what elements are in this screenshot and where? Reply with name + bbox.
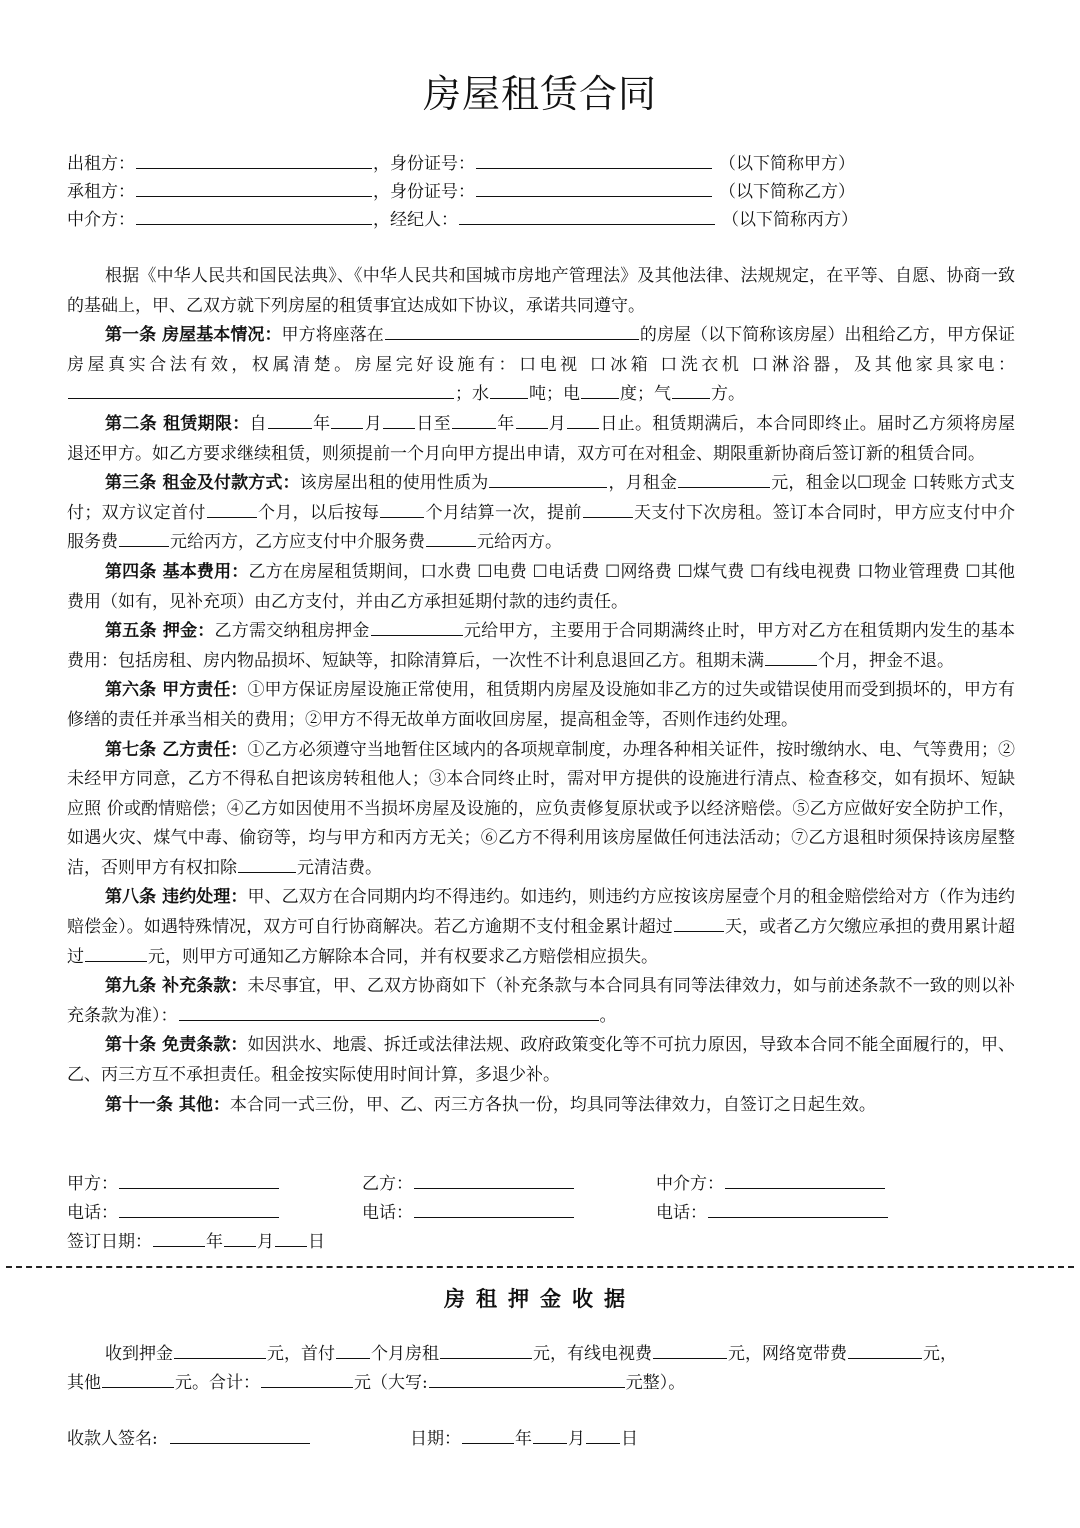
receipt-tv-fee-blank[interactable]: [653, 1341, 727, 1359]
signing-date: [67, 1228, 325, 1256]
article-3-text: 元给丙方，乙方应支付中介服务费: [170, 532, 425, 553]
article-11-text: 本合同一式三份，甲、乙、丙三方各执一份，均具同等法律效力，自签订之日起生效。: [229, 1094, 876, 1115]
agent-phone: [656, 1199, 889, 1227]
article-1-text: ；水: [455, 384, 489, 405]
receipt-line-2: [67, 1369, 1015, 1398]
contract-title: 房屋租赁合同: [422, 72, 657, 116]
article-2-text: 年: [496, 413, 515, 434]
receipt-other-blank[interactable]: [102, 1370, 174, 1388]
article-2: [67, 410, 1015, 469]
article-1-text: 甲方将座落在: [281, 325, 384, 346]
receipt-text: 个月房租: [371, 1344, 439, 1364]
article-11: [67, 1091, 1015, 1121]
article-1-text: 吨；电: [529, 384, 580, 405]
agent-alias: （以下简称丙方）: [722, 210, 858, 230]
article-2-text: 日至: [416, 413, 451, 434]
agent-label: 中介方：: [67, 210, 135, 230]
receipt-text: 元，首付: [267, 1344, 335, 1364]
article-7-text: 元清洁费。: [297, 857, 382, 878]
signing-date-label: 签订日期：: [67, 1232, 152, 1252]
lessor-alias: （以下简称甲方）: [719, 154, 855, 174]
agent-phone-blank[interactable]: [708, 1200, 888, 1218]
receipt-title: 房租押金收据: [444, 1286, 636, 1311]
article-11-heading: 第十一条 其他：: [105, 1094, 230, 1115]
payee-label: 收款人签名:: [67, 1429, 158, 1449]
end-year-blank[interactable]: [452, 411, 496, 429]
other-appliances-blank[interactable]: [68, 381, 454, 399]
article-9-text: 。: [599, 1005, 617, 1026]
article-4-text: 乙方在房屋租赁期间，口水费 ☐电费 ☐电话费 ☐网络费 ☐煤气费 ☐有线电视费 口物业管理费 ☐其他费用（如有，见补充项）由乙方支付，并由乙方承担延期付款的违约责任。: [67, 561, 1015, 612]
lessee-agent-fee-blank[interactable]: [426, 529, 476, 547]
party-a-label: 甲方：: [67, 1174, 118, 1194]
deposit-amount-blank[interactable]: [371, 618, 463, 636]
article-4-heading: 第四条 基本费用：: [105, 561, 249, 582]
article-1-text: 方。: [711, 384, 745, 405]
party-a-sign: [67, 1170, 280, 1198]
cleaning-fee-blank[interactable]: [238, 855, 296, 873]
receipt-date-label: 日期：: [410, 1429, 461, 1449]
monthly-rent-blank[interactable]: [678, 470, 770, 488]
party-a-phone-blank[interactable]: [119, 1200, 279, 1218]
agent-sign-blank[interactable]: [725, 1171, 885, 1189]
article-3-text: 元给丙方。: [477, 532, 562, 553]
article-3-text: 个月，以后按每: [257, 502, 380, 523]
article-2-text: 年: [312, 413, 331, 434]
article-1-heading: 第一条 房屋基本情况：: [105, 325, 282, 346]
start-day-blank[interactable]: [383, 411, 415, 429]
article-6-heading: 第六条 甲方责任：: [105, 680, 248, 701]
payee-sign: [67, 1425, 311, 1453]
water-meter-blank[interactable]: [490, 381, 528, 399]
article-1-text: 的房屋（以下简称该房屋）出租给乙方，甲方保证房屋真实合法有效，权属清楚。房屋完好设施有：: [67, 325, 1016, 375]
lessee-name-blank[interactable]: [136, 179, 372, 197]
end-month-blank[interactable]: [516, 411, 548, 429]
receipt-broadband-fee-blank[interactable]: [848, 1341, 922, 1359]
agent-row: [67, 206, 858, 234]
first-payment-months-blank[interactable]: [207, 500, 257, 518]
day-label: 日: [308, 1232, 325, 1252]
supplementary-terms-blank[interactable]: [179, 1003, 599, 1021]
party-a-phone: [67, 1199, 280, 1227]
party-b-label: 乙方：: [362, 1174, 413, 1194]
receipt-line-1: [67, 1340, 1015, 1369]
receipt-text: 元。合计：: [175, 1373, 260, 1393]
article-3-text: 个月结算一次，提前: [425, 502, 582, 523]
receipt-text: 收到押金: [105, 1344, 173, 1364]
receipt-months-blank[interactable]: [336, 1341, 370, 1359]
lessee-id-blank[interactable]: [476, 179, 712, 197]
day-label: 日: [621, 1429, 638, 1449]
lessee-alias: （以下简称乙方）: [719, 182, 855, 202]
receipt-body: [67, 1340, 1015, 1398]
article-8-text: 元，则甲方可通知乙方解除本合同，并有权要求乙方赔偿相应损失。: [148, 946, 658, 967]
party-b-phone: [362, 1199, 575, 1227]
start-year-blank[interactable]: [268, 411, 312, 429]
preamble: 根据《中华人民共和国民法典》、《中华人民共和国城市房地产管理法》及其他法律、法规规定，在平等、自愿、协商一致的基础上，甲、乙双方就下列房屋的租赁事宜达成如下协议，承诺共同遵守。: [67, 266, 1015, 316]
article-6-text: ①甲方保证房屋设施正常使用，租赁期内房屋及设施如非乙方的过失或错误使用而受到损坏的，甲方有修缮的责任并承当相关的费用；②甲方不得无故单方面收回房屋，提高租金等，否则作违约处理。: [67, 680, 1016, 730]
agent-name-blank[interactable]: [136, 207, 372, 225]
electric-meter-blank[interactable]: [581, 381, 619, 399]
article-9: [67, 972, 1015, 1031]
gas-meter-blank[interactable]: [672, 381, 710, 399]
article-8: [67, 883, 1015, 972]
article-3-text: 元，租金以☐现金 口转账方式支付；双方议定首付: [67, 473, 1016, 523]
advance-days-blank[interactable]: [583, 500, 633, 518]
article-5-text: 个月，押金不退。: [818, 650, 954, 671]
article-2-heading: 第二条 租赁期限：: [105, 413, 250, 434]
article-2-text: 月: [364, 413, 383, 434]
article-1: [67, 321, 1015, 410]
agent-sign: [656, 1170, 886, 1198]
article-10-text: 如因洪水、地震、拆迁或法律法规、政府政策变化等不可抗力原因，导致本合同不能全面履行的，甲、乙、丙三方互不承担责任。租金按实际使用时间计算，多退少补。: [67, 1035, 1016, 1086]
party-a-sign-blank[interactable]: [119, 1171, 279, 1189]
article-9-heading: 第九条 补充条款：: [105, 976, 248, 997]
phone-label: 电话：: [67, 1203, 118, 1223]
receipt-day-blank[interactable]: [586, 1426, 620, 1444]
signing-day-blank[interactable]: [275, 1229, 307, 1247]
lessor-id-blank[interactable]: [476, 151, 712, 169]
party-b-phone-blank[interactable]: [414, 1200, 574, 1218]
id-label: ，身份证号：: [373, 154, 475, 174]
min-lease-months-blank[interactable]: [765, 648, 817, 666]
lessee-label: 承租方：: [67, 182, 135, 202]
receipt-text: 元，网络宽带费: [728, 1344, 847, 1364]
article-1-text: 度；气: [620, 384, 671, 405]
receipt-text: 元，: [923, 1344, 957, 1364]
overdue-amount-blank[interactable]: [85, 944, 147, 962]
overdue-days-blank[interactable]: [674, 914, 724, 932]
receipt-total-words-blank[interactable]: [429, 1370, 625, 1388]
cut-line-divider: [6, 1266, 1074, 1268]
article-5-text: 乙方需交纳租房押金: [214, 621, 370, 642]
article-3-text: 天支付下次房租。签订本合同时，甲方应支付中介服务费: [67, 502, 1016, 553]
signing-month-blank[interactable]: [224, 1229, 256, 1247]
lessor-label: 出租方：: [67, 154, 135, 174]
lessor-row: [67, 150, 855, 178]
payment-cycle-blank[interactable]: [380, 500, 424, 518]
id-label: ，身份证号：: [373, 182, 475, 202]
receipt-month-blank[interactable]: [533, 1426, 567, 1444]
month-label: 月: [568, 1429, 585, 1449]
article-3-heading: 第三条 租金及付款方式：: [105, 473, 300, 494]
year-label: 年: [206, 1232, 223, 1252]
receipt-date: [410, 1425, 638, 1453]
start-month-blank[interactable]: [331, 411, 363, 429]
end-day-blank[interactable]: [567, 411, 599, 429]
month-label: 月: [257, 1232, 274, 1252]
lessor-name-blank[interactable]: [136, 151, 372, 169]
article-3-text: 该房屋出租的使用性质为: [299, 473, 489, 494]
article-3-text: ，月租金: [608, 473, 678, 494]
article-5: [67, 617, 1015, 676]
article-7: [67, 736, 1015, 884]
payee-sign-blank[interactable]: [170, 1426, 310, 1444]
article-5-text: 元给甲方，主要用于合同期满终止时，甲方对乙方在租赁期内发生的基本费用：包括房租、房内物品损坏、短缺等，扣除清算后，一次性不计利息退回乙方。租期未满: [67, 621, 1016, 671]
article-2-text: 月: [548, 413, 567, 434]
agent-sign-label: 中介方：: [656, 1174, 724, 1194]
facilities-checkbox-text: 口电视 口冰箱 口洗衣机 口淋浴器，及其他家具家电：: [519, 354, 1016, 375]
party-b-sign: [362, 1170, 575, 1198]
article-9-text: 未尽事宜，甲、乙双方协商如下（补充条款与本合同具有同等法律效力，如与前述条款不一致的则以补充条款为准）：: [67, 976, 1016, 1026]
contract-body: [67, 262, 1015, 1120]
article-6: [67, 676, 1015, 735]
receipt-text: 其他: [67, 1373, 101, 1393]
year-label: 年: [515, 1429, 532, 1449]
broker-label: ，经纪人：: [373, 210, 458, 230]
receipt-text: 元，有线电视费: [533, 1344, 652, 1364]
phone-label: 电话：: [656, 1203, 707, 1223]
usage-type-blank[interactable]: [489, 470, 607, 488]
receipt-year-blank[interactable]: [462, 1426, 514, 1444]
broker-name-blank[interactable]: [459, 207, 715, 225]
party-b-sign-blank[interactable]: [414, 1171, 574, 1189]
article-3: [67, 469, 1015, 558]
article-10-heading: 第十条 免责条款：: [105, 1035, 248, 1056]
article-2-text: 自: [249, 413, 267, 434]
article-2-text: 日止。租赁期满后，本合同即终止。届时乙方须将房屋退还甲方。如乙方要求继续租赁，则须提前一个月向甲方提出申请，双方可在对租金、期限重新协商后签订新的租赁合同。: [67, 413, 1016, 464]
article-8-text: 天，或者乙方欠缴应承担的费用累计超过: [67, 917, 1016, 967]
receipt-deposit-blank[interactable]: [174, 1341, 266, 1359]
phone-label: 电话：: [362, 1203, 413, 1223]
lessee-row: [67, 178, 855, 206]
receipt-text: 元（大写:: [354, 1373, 428, 1393]
lessor-agent-fee-blank[interactable]: [119, 529, 169, 547]
receipt-rent-blank[interactable]: [440, 1341, 532, 1359]
property-location-blank[interactable]: [385, 322, 639, 340]
article-8-text: 甲、乙双方在合同期内均不得违约。如违约，则违约方应按该房屋壹个月的租金赔偿给对方（作为违约赔偿金）。如遇特殊情况，双方可自行协商解决。若乙方逾期不支付租金累计超过: [67, 887, 1016, 938]
article-4: [67, 558, 1015, 617]
article-8-heading: 第八条 违约处理：: [105, 887, 248, 908]
article-7-text: ①乙方必须遵守当地暂住区域内的各项规章制度，办理各种相关证件，按时缴纳水、电、气等费用；②未经甲方同意，乙方不得私自把该房转租他人；③本合同终止时，需对甲方提供的设施进行清点、检查移交，如有损坏、短缺应照 价或酌情赔偿；④乙方如因使用不当损坏房屋及设施的，应负责修复原状或予以经济赔偿。⑤乙方应做好安全防护工作，如遇火灾、煤气中毒、偷窃等，均与甲方和丙方无关；⑥乙方不得利用该房屋做任何违法活动；⑦乙方退租时须保持该房屋整洁，否则甲方有权扣除: [67, 739, 1016, 878]
article-5-heading: 第五条 押金：: [105, 621, 215, 642]
receipt-text: 元整）。: [625, 1373, 686, 1393]
receipt-total-blank[interactable]: [261, 1370, 353, 1388]
article-7-heading: 第七条 乙方责任：: [105, 739, 248, 760]
article-10: [67, 1031, 1015, 1090]
signing-year-blank[interactable]: [153, 1229, 205, 1247]
